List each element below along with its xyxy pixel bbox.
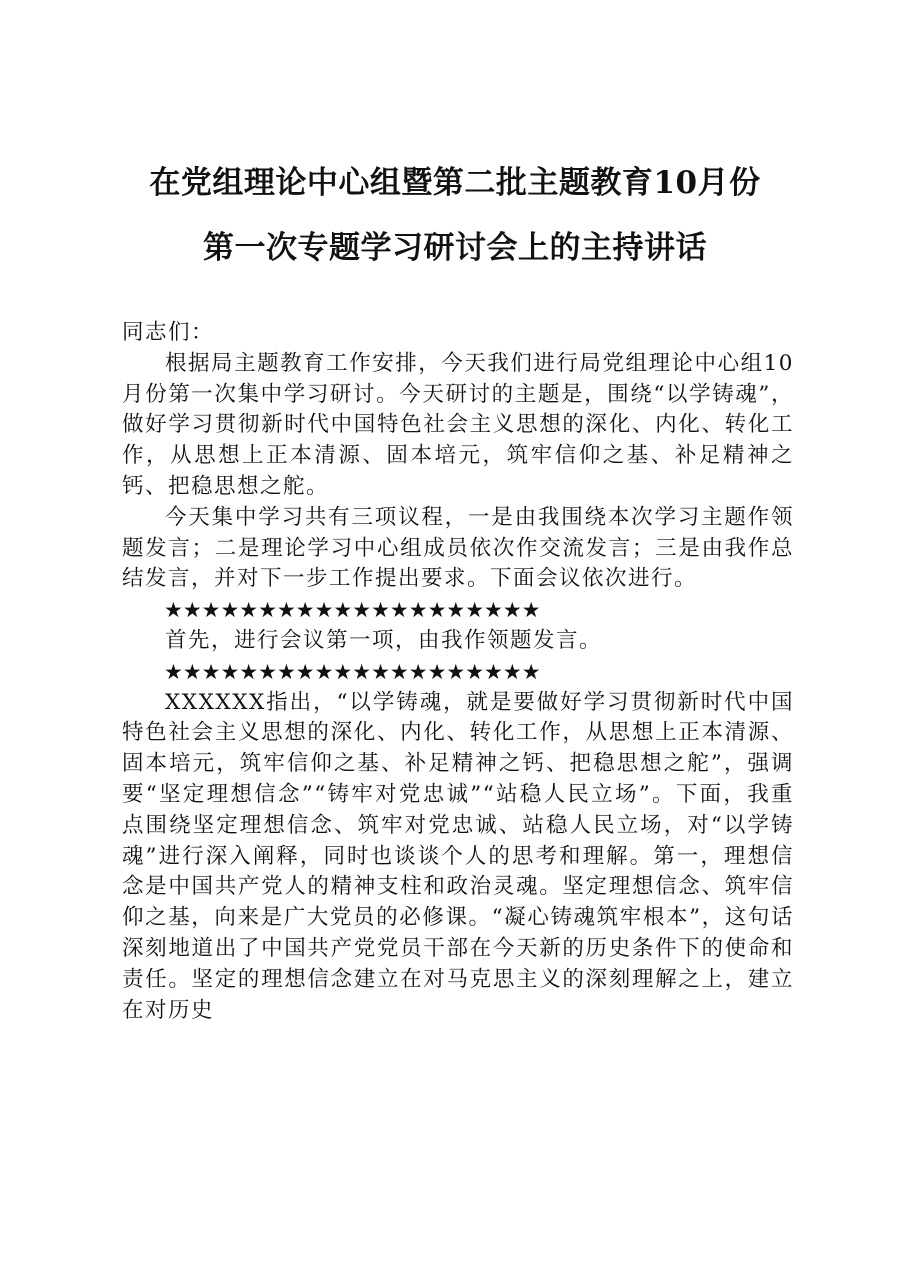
salutation: 同志们： <box>122 320 215 345</box>
paragraph-intro: 根据局主题教育工作安排，今天我们进行局党组理论中心组10月份第一次集中学习研讨。今天研讨的主题是，围绕“以学铸魂”，做好学习贯彻新时代中国特色社会主义思想的深化、内化、转化工作，从思想上正本清源、固本培元，筑牢信仰之基、补足精神之钙、把稳思想之舵。 <box>122 350 794 499</box>
document-title-line-1: 在党组理论中心组暨第二批主题教育10月份 <box>149 165 761 201</box>
document-title-line-2: 第一次专题学习研讨会上的主持讲话 <box>203 230 707 266</box>
star-separator: ★★★★★★★★★★★★★★★★★★★★ <box>164 659 541 684</box>
star-separator: ★★★★★★★★★★★★★★★★★★★★ <box>164 598 541 623</box>
paragraph-agenda: 今天集中学习共有三项议程，一是由我围绕本次学习主题作领题发言；二是理论学习中心组成员依次作交流发言；三是由我作总结发言，并对下一步工作提出要求。下面会议依次进行。 <box>122 504 794 592</box>
paragraph-first-item: 首先，进行会议第一项，由我作领题发言。 <box>165 627 603 653</box>
paragraph-main: XXXXXX指出，“以学铸魂，就是要做好学习贯彻新时代中国特色社会主义思想的深化、内化、转化工作，从思想上正本清源、固本培元，筑牢信仰之基、补足精神之钙、把稳思想之舵”，强调要“坚定理想信念”“铸牢对党忠诚”“站稳人民立场”。下面，我重点围绕坚定理想信念、筑牢对党忠诚、站稳人民立场，对“以学铸魂”进行深入阐释，同时也谈谈个人的思考和理解。第一，理想信念是中国共产党人的精神支柱和政治灵魂。坚定理想信念、筑牢信仰之基，向来是广大党员的必修课。“凝心铸魂筑牢根本”，这句话深刻地道出了中国共产党党员干部在今天新的历史条件下的使命和责任。坚定的理想信念建立在对马克思主义的深刻理解之上，建立在对历史 <box>122 689 794 1023</box>
document-body <box>122 318 794 1026</box>
